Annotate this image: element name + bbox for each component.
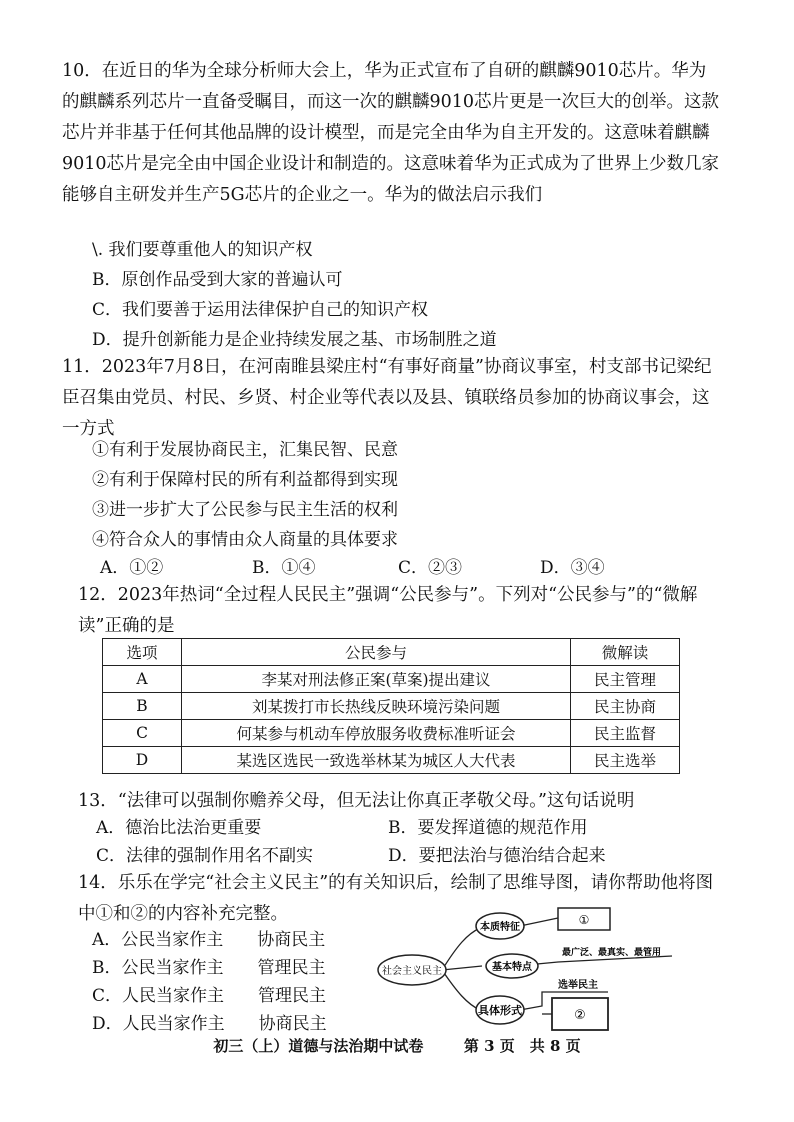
table-header-option: 选项 bbox=[103, 639, 182, 666]
question-14-option-a bbox=[92, 926, 325, 954]
question-10-option-c: C．我们要善于运用法律保护自己的知识产权 bbox=[92, 300, 429, 320]
option-second: 协商民主 bbox=[257, 930, 326, 950]
question-13-option-c: C．法律的强制作用名不副实 bbox=[96, 846, 314, 866]
table-cell: 某选区选民一致选举林某为城区人大代表 bbox=[182, 747, 571, 774]
option-second: 管理民主 bbox=[257, 958, 326, 978]
question-14-option-c bbox=[92, 982, 326, 1010]
option-letter: B． bbox=[92, 958, 122, 978]
question-10-option-a: \. 我们要尊重他人的知识产权 bbox=[92, 240, 313, 260]
table-cell: C bbox=[103, 720, 182, 747]
question-13-option-a: A．德治比法治更重要 bbox=[96, 818, 262, 838]
option-first: 人民当家作主 bbox=[122, 1014, 225, 1034]
option-letter: D． bbox=[92, 1014, 123, 1034]
option-second: 管理民主 bbox=[258, 986, 327, 1006]
table-cell: 李某对刑法修正案(草案)提出建议 bbox=[182, 666, 571, 693]
option-first: 公民当家作主 bbox=[121, 930, 224, 950]
connector-line bbox=[442, 970, 480, 1010]
question-14-stem: 14．乐乐在学完“社会主义民主”的有关知识后，绘制了思维导图，请你帮助他将图中①和②的内容补充完整。 bbox=[78, 873, 714, 924]
table-row bbox=[103, 747, 680, 774]
page-number: 第 3 页 共 8 页 bbox=[463, 1037, 581, 1055]
question-10-stem: 10．在近日的华为全球分析师大会上，华为正式宣布了自研的麒麟9010芯片。华为的麒麟系列芯片一直备受瞩目，而这一次的麒麟9010芯片更是一次巨大的创举。这款芯片并非基于任何其他品牌的设计模型，而是完全由华为自主开发的。这意味着麒麟9010芯片是完全由中国企业设计和制造的。这意味着华为正式成为了世界上少数几家能够自主研发并生产5G芯片的企业之一。华为的做法启示我们 bbox=[62, 61, 720, 205]
branch-forms-label: 具体形式 bbox=[478, 1004, 522, 1017]
question-11-option-a: A．①② bbox=[100, 558, 164, 578]
question-13-stem: 13．“法律可以强制你赡养父母，但无法让你真正孝敬父母。”这句话说明 bbox=[78, 791, 635, 811]
features-text: 最广泛、最真实、最管用 bbox=[562, 948, 662, 958]
table-cell: 何某参与机动车停放服务收费标准听证会 bbox=[182, 720, 571, 747]
question-11-item-4: ④符合众人的事情由众人商量的具体要求 bbox=[92, 530, 398, 550]
question-11-item-1: ①有利于发展协商民主，汇集民智、民意 bbox=[92, 440, 398, 460]
table-cell: B bbox=[103, 693, 182, 720]
question-12-table bbox=[102, 638, 680, 774]
table-cell: D bbox=[103, 747, 182, 774]
table-header-interpretation: 微解读 bbox=[571, 639, 680, 666]
option-first: 人民当家作主 bbox=[122, 986, 225, 1006]
answer-box-2-label: ② bbox=[574, 1008, 586, 1023]
question-14-option-d bbox=[92, 1010, 327, 1038]
question-13 bbox=[78, 786, 718, 817]
question-11-item-3: ③进一步扩大了公民参与民主生活的权利 bbox=[92, 500, 398, 520]
table-header-participation: 公民参与 bbox=[182, 639, 571, 666]
table-row bbox=[103, 693, 680, 720]
question-10-option-d: D．提升创新能力是企业持续发展之基、市场制胜之道 bbox=[92, 330, 497, 350]
question-11-option-c: C．②③ bbox=[398, 558, 463, 578]
option-second: 协商民主 bbox=[258, 1014, 327, 1034]
branch-essence-label: 本质特征 bbox=[480, 922, 520, 933]
option-letter: A． bbox=[92, 930, 122, 950]
table-cell: 民主监督 bbox=[571, 720, 680, 747]
mind-map bbox=[372, 906, 702, 1034]
branch-features-label: 基本特点 bbox=[492, 962, 532, 973]
connector-line bbox=[442, 966, 482, 970]
table-cell: 刘某拨打市长热线反映环境污染问题 bbox=[182, 693, 571, 720]
center-label: 社会主义民主 bbox=[382, 966, 442, 977]
option-first: 公民当家作主 bbox=[121, 958, 224, 978]
connector-line bbox=[520, 918, 558, 926]
question-10-option-b: B．原创作品受到大家的普遍认可 bbox=[92, 270, 343, 290]
question-11-option-d: D．③④ bbox=[540, 558, 605, 578]
option-letter: C． bbox=[92, 986, 123, 1006]
exam-title: 初三（上）道德与法治期中试卷 bbox=[213, 1037, 424, 1055]
table-cell: 民主协商 bbox=[571, 693, 680, 720]
question-13-option-d: D．要把法治与德治结合起来 bbox=[388, 846, 606, 866]
question-11-stem: 11．2023年7月8日，在河南睢县梁庄村“有事好商量”协商议事室，村支部书记梁纪臣召集由党员、村民、乡贤、村企业等代表以及县、镇联络员参加的协商议事会，这一方式 bbox=[62, 357, 712, 439]
question-11 bbox=[62, 352, 722, 445]
table-cell: A bbox=[103, 666, 182, 693]
answer-box-1-label: ① bbox=[578, 913, 590, 927]
question-13-option-b: B．要发挥道德的规范作用 bbox=[388, 818, 588, 838]
table-row bbox=[103, 666, 680, 693]
page-footer bbox=[0, 1035, 794, 1056]
table-cell: 民主选举 bbox=[571, 747, 680, 774]
table-header-row bbox=[103, 639, 680, 666]
connector-line bbox=[442, 928, 480, 970]
election-democracy-label: 选举民主 bbox=[558, 980, 598, 991]
table-cell: 民主管理 bbox=[571, 666, 680, 693]
question-11-item-2: ②有利于保障村民的所有利益都得到实现 bbox=[92, 470, 398, 490]
question-11-option-b: B．①④ bbox=[252, 558, 316, 578]
table-row bbox=[103, 720, 680, 747]
question-12-stem: 12．2023年热词“全过程人民民主”强调“公民参与”。下列对“公民参与”的“微解读”正确的是 bbox=[78, 585, 698, 636]
question-12 bbox=[78, 580, 718, 642]
question-10 bbox=[62, 56, 722, 211]
question-14-option-b bbox=[92, 954, 326, 982]
